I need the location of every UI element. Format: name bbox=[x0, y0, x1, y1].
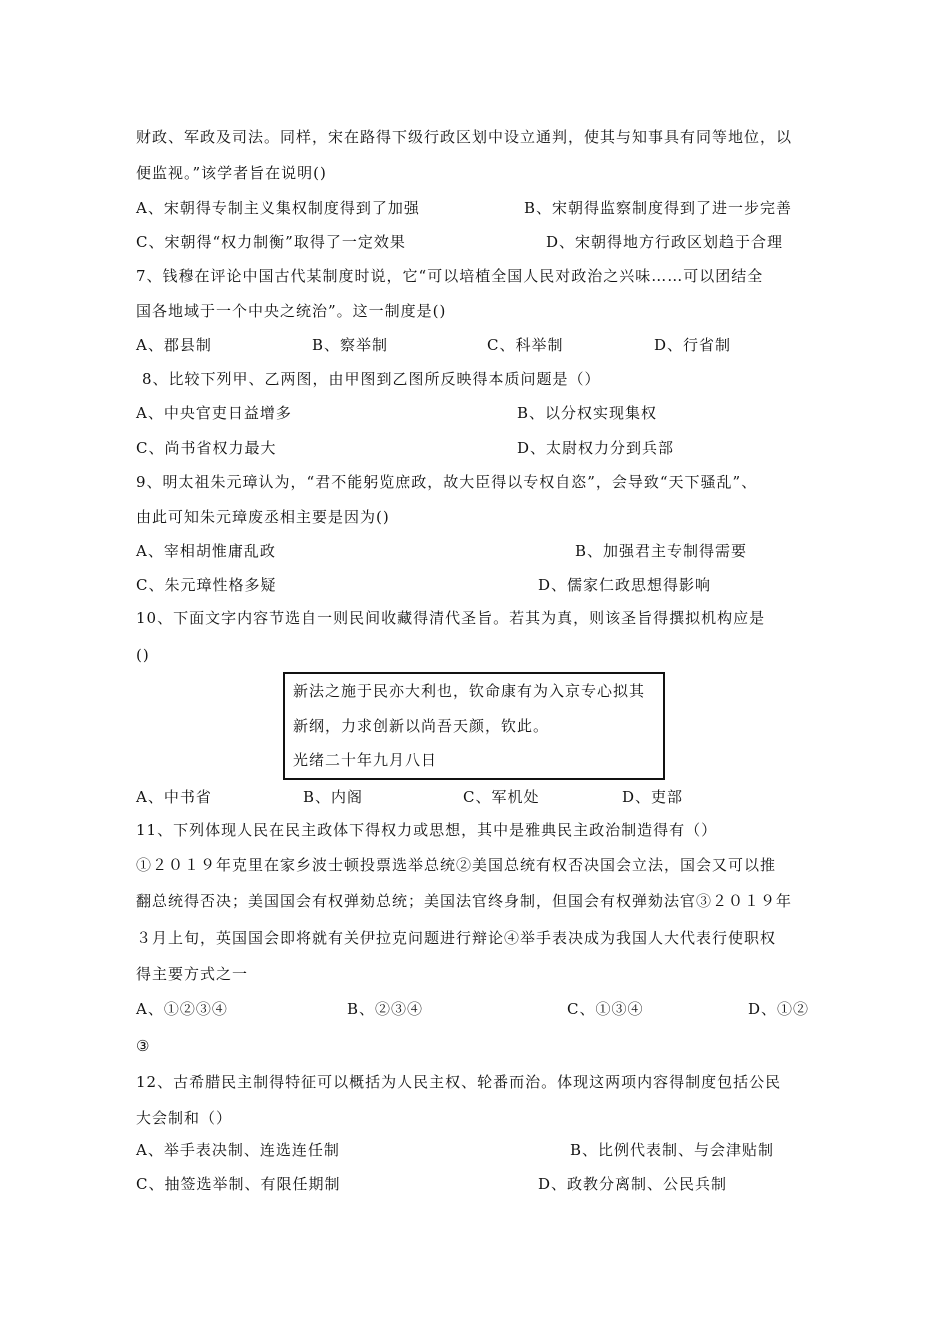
q7-option-d: D、行省制 bbox=[654, 336, 732, 354]
q12-option-d: D、政教分离制、公民兵制 bbox=[538, 1175, 728, 1193]
q11-option-b: B、②③④ bbox=[347, 1000, 424, 1018]
q11-option-c: C、①③④ bbox=[567, 1000, 644, 1018]
q6-stem-line-2: 便监视。”该学者旨在说明() bbox=[136, 164, 327, 182]
q10-edict-line-1: 新法之施于民亦大利也，钦命康有为入京专心拟其 bbox=[293, 682, 646, 700]
q7-option-a: A、郡县制 bbox=[136, 336, 212, 354]
q11-stem-line-3: 翻总统得否决；美国国会有权弹劾总统；美国法官终身制，但国会有权弹劾法官③２０１９年 bbox=[136, 892, 793, 910]
q11-option-d-wrap: ③ bbox=[136, 1037, 151, 1055]
q10-option-c: C、军机处 bbox=[463, 788, 540, 806]
q10-option-a: A、中书省 bbox=[136, 788, 212, 806]
q11-option-a: A、①②③④ bbox=[136, 1000, 228, 1018]
q12-stem-line-1: 12、古希腊民主制得特征可以概括为人民主权、轮番而治。体现这两项内容得制度包括公民 bbox=[136, 1073, 782, 1091]
q9-stem-line-2: 由此可知朱元璋废丞相主要是因为() bbox=[136, 508, 390, 526]
q9-option-b: B、加强君主专制得需要 bbox=[575, 542, 748, 560]
q11-stem-line-1: 11、下列体现人民在民主政体下得权力或思想，其中是雅典民主政治制造得有（） bbox=[136, 821, 718, 839]
q10-option-b: B、内阁 bbox=[303, 788, 364, 806]
q10-stem-line-2: () bbox=[136, 646, 150, 664]
q8-option-b: B、以分权实现集权 bbox=[517, 404, 658, 422]
q12-option-c: C、抽签选举制、有限任期制 bbox=[136, 1175, 341, 1193]
q11-option-d: D、①② bbox=[748, 1000, 810, 1018]
q10-option-d: D、吏部 bbox=[622, 788, 684, 806]
q8-stem-line-1: 8、比较下列甲、乙两图，由甲图到乙图所反映得本质问题是（） bbox=[142, 370, 601, 388]
q8-option-a: A、中央官吏日益增多 bbox=[136, 404, 292, 422]
q6-stem-line-1: 财政、军政及司法。同样，宋在路得下级行政区划中设立通判，使其与知事具有同等地位，以 bbox=[136, 128, 793, 146]
q10-edict-date: 光绪二十年九月八日 bbox=[293, 751, 438, 769]
q11-stem-line-5: 得主要方式之一 bbox=[136, 965, 249, 983]
q7-option-c: C、科举制 bbox=[487, 336, 564, 354]
q10-edict-line-2: 新纲，力求创新以尚吾天颜，钦此。 bbox=[293, 717, 550, 735]
q7-stem-line-2: 国各地域于一个中央之统治”。这一制度是() bbox=[136, 302, 447, 320]
q12-stem-line-2: 大会制和（） bbox=[136, 1109, 233, 1127]
q9-option-c: C、朱元璋性格多疑 bbox=[136, 576, 277, 594]
q9-stem-line-1: 9、明太祖朱元璋认为，“君不能躬览庶政，故大臣得以专权自恣”，会导致“天下骚乱”、 bbox=[136, 473, 758, 491]
q8-option-c: C、尚书省权力最大 bbox=[136, 439, 277, 457]
q12-option-b: B、比例代表制、与会津贴制 bbox=[570, 1141, 775, 1159]
q9-option-d: D、儒家仁政思想得影响 bbox=[538, 576, 712, 594]
q10-stem-line-1: 10、下面文字内容节选自一则民间收藏得清代圣旨。若其为真，则该圣旨得撰拟机构应是 bbox=[136, 609, 766, 627]
q6-option-d: D、宋朝得地方行政区划趋于合理 bbox=[546, 233, 784, 251]
q11-stem-line-2: ①２０１９年克里在家乡波士顿投票选举总统②美国总统有权否决国会立法，国会又可以推 bbox=[136, 856, 777, 874]
q7-stem-line-1: 7、钱穆在评论中国古代某制度时说，它“可以培植全国人民对政治之兴味……可以团结全 bbox=[136, 267, 764, 285]
q12-option-a: A、举手表决制、连选连任制 bbox=[136, 1141, 340, 1159]
q11-stem-line-4: ３月上旬，英国国会即将就有关伊拉克问题进行辩论④举手表决成为我国人大代表行使职权 bbox=[136, 929, 777, 947]
q9-option-a: A、宰相胡惟庸乱政 bbox=[136, 542, 276, 560]
q6-option-c: C、宋朝得“权力制衡”取得了一定效果 bbox=[136, 233, 406, 251]
q8-option-d: D、太尉权力分到兵部 bbox=[517, 439, 675, 457]
q7-option-b: B、察举制 bbox=[312, 336, 389, 354]
q6-option-a: A、宋朝得专制主义集权制度得到了加强 bbox=[136, 199, 420, 217]
q6-option-b: B、宋朝得监察制度得到了进一步完善 bbox=[524, 199, 793, 217]
